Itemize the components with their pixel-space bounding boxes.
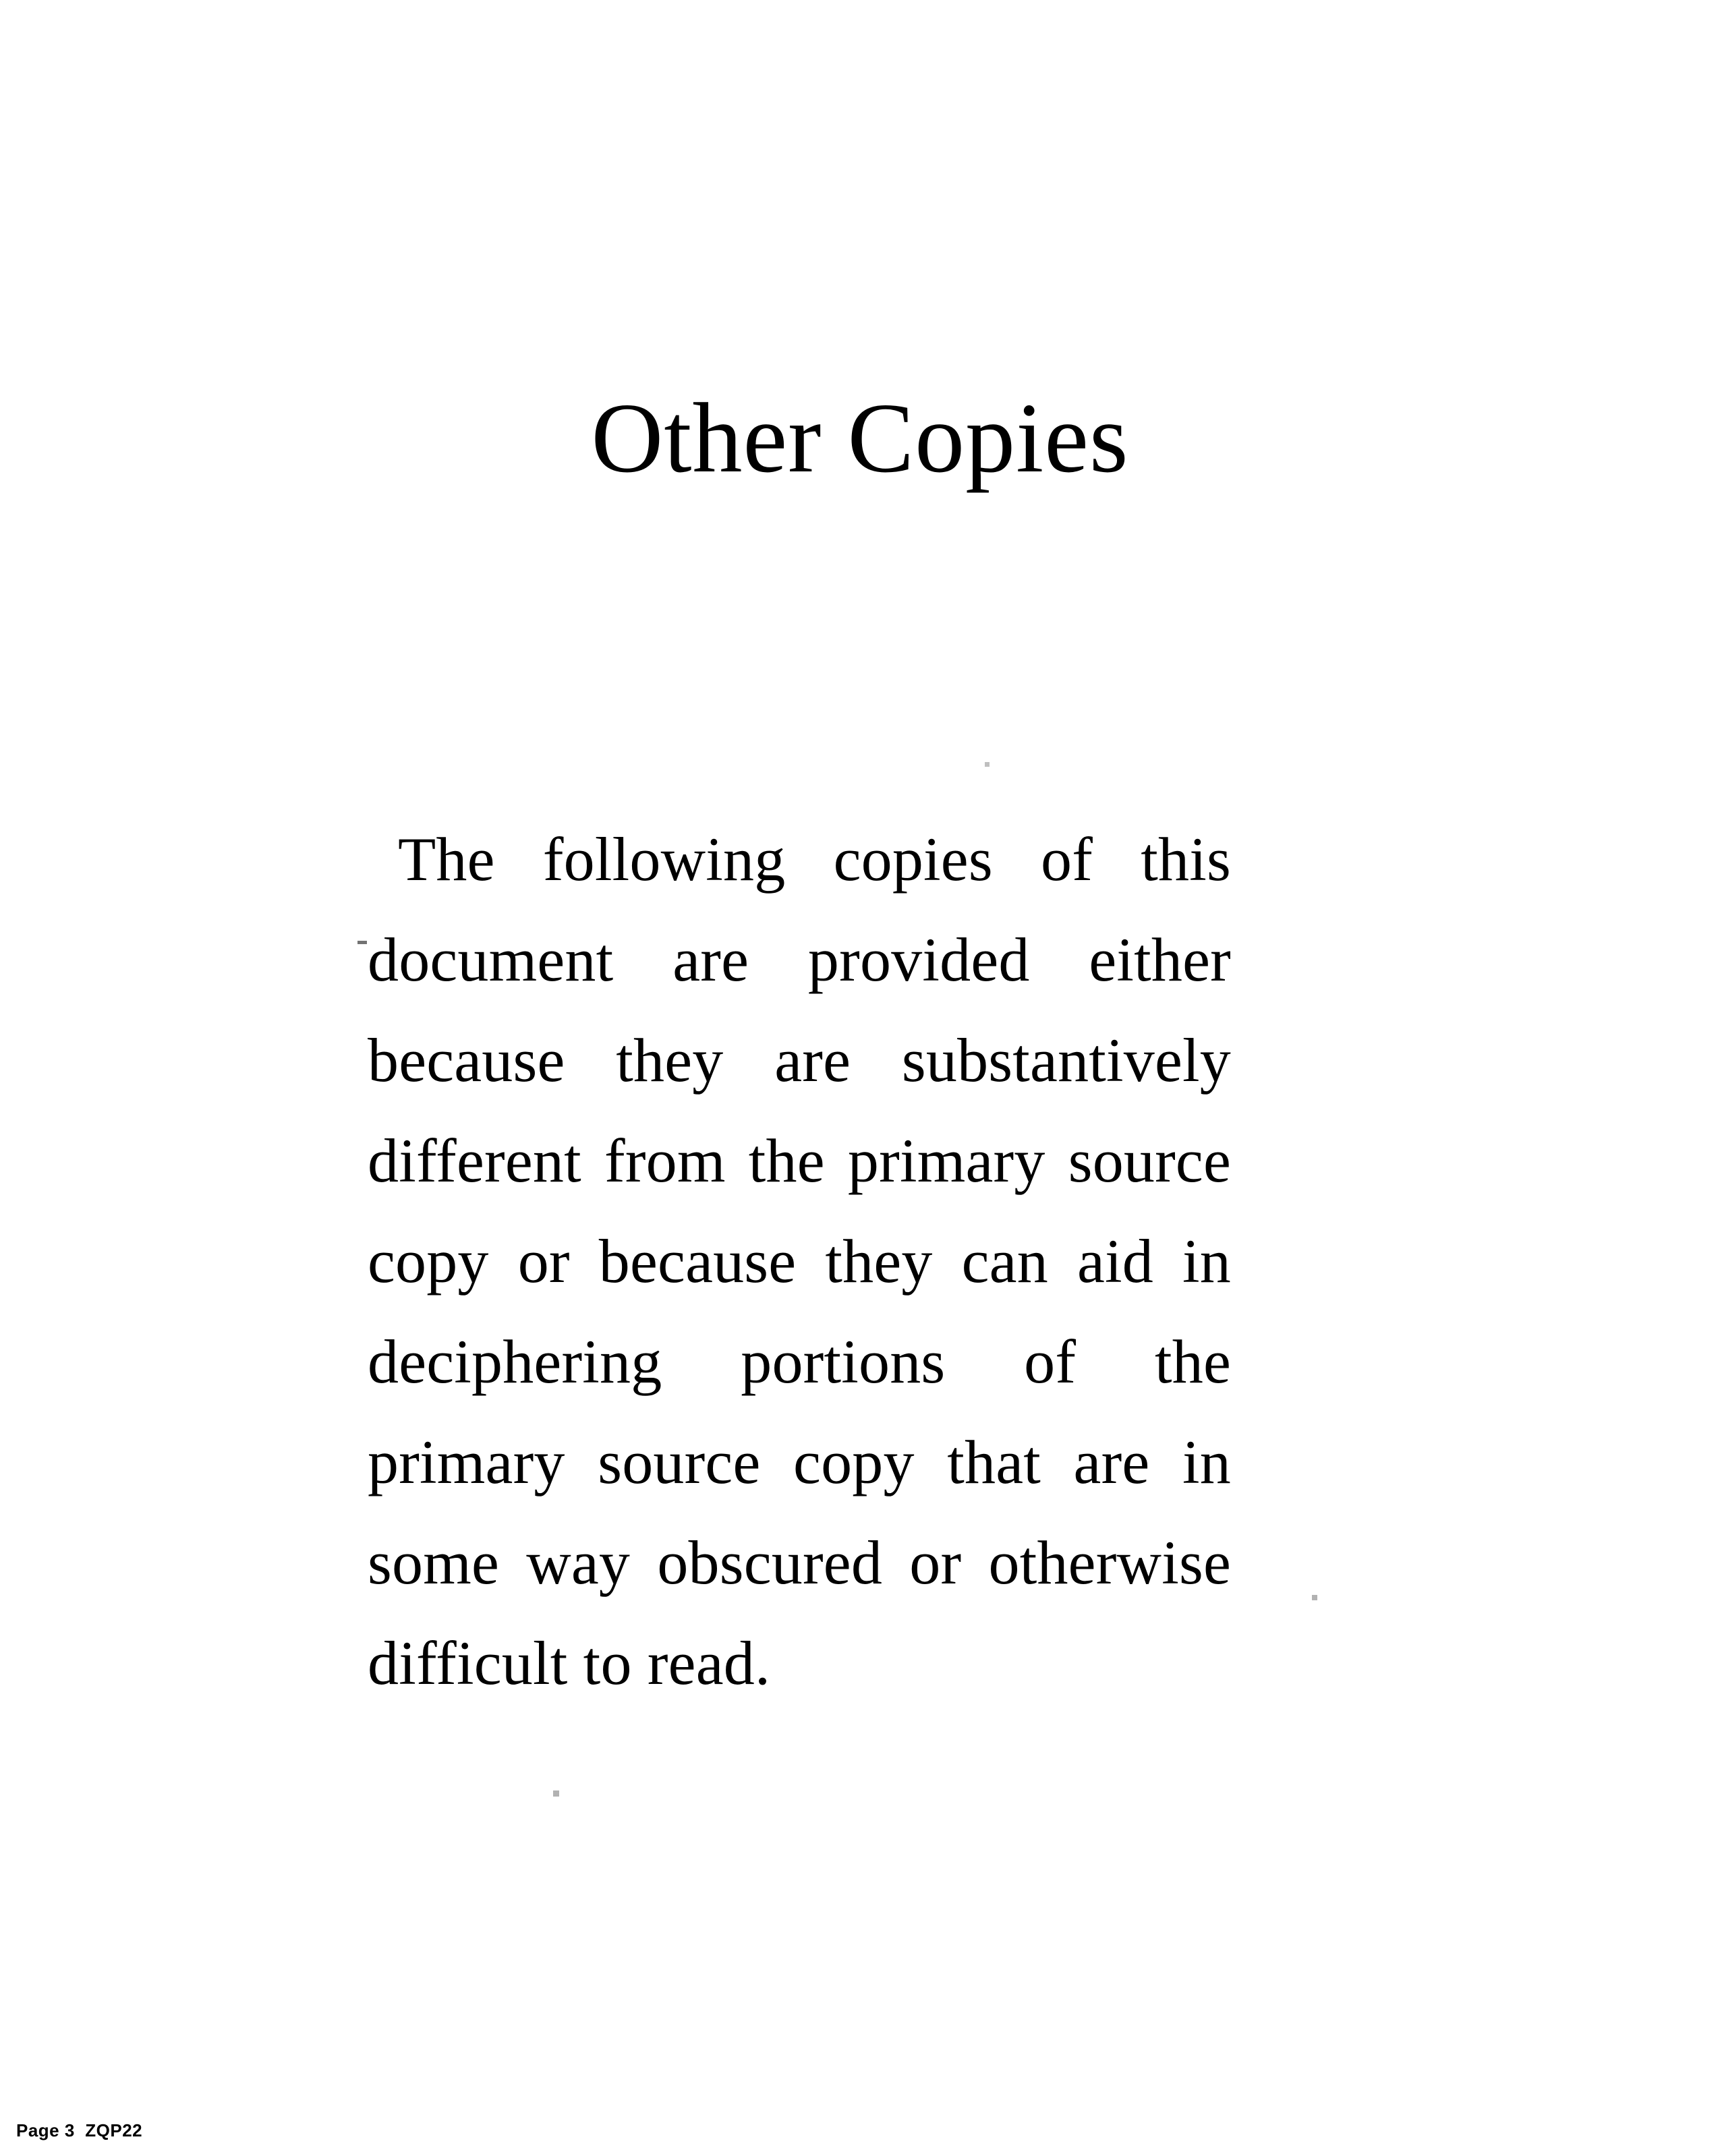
scan-speck — [357, 941, 367, 944]
page-footer: Page 3 ZQP22 — [16, 2120, 143, 2140]
scan-speck — [1312, 1595, 1317, 1600]
page-title: Other Copies — [591, 383, 1129, 494]
body-text-block — [368, 809, 1231, 1714]
body-paragraph: The following copies of this document are provided either because they are substantively different from the primary source copy or because they can aid in deciphering portions of the primary source copy that are in some way obscured or otherwise difficult to read. — [368, 825, 1231, 1698]
scan-speck — [553, 1790, 559, 1797]
scan-speck — [985, 762, 990, 767]
